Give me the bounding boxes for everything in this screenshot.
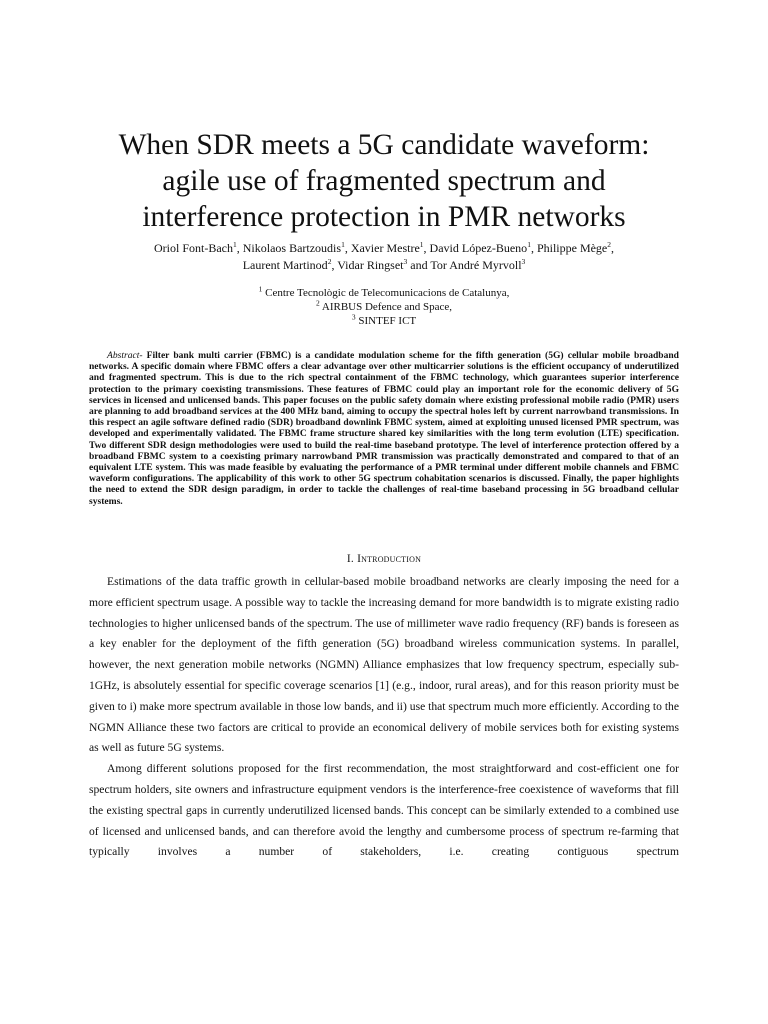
affiliation-text: AIRBUS Defence and Space, — [319, 301, 453, 313]
author-affiliation-mark: 1 — [527, 240, 531, 249]
author-separator: , — [611, 241, 615, 255]
abstract-label: Abstract- — [107, 350, 143, 361]
author-name: Vidar Ringset — [337, 258, 404, 272]
author-line — [60, 240, 708, 257]
affiliation — [60, 300, 708, 314]
author-separator: , — [530, 241, 537, 255]
author-name: David López-Bueno — [429, 241, 528, 255]
affiliation-number: 1 — [258, 284, 263, 294]
author-name: Laurent Martinod — [242, 258, 328, 272]
author-name: Philippe Mège — [536, 241, 608, 255]
section-number: I. — [346, 553, 354, 565]
affiliation-number: 3 — [351, 312, 356, 322]
author-name: Oriol Font-Bach — [153, 241, 233, 255]
section-heading — [89, 553, 679, 565]
affiliation-number: 2 — [315, 298, 320, 308]
affiliation — [60, 314, 708, 328]
author-separator: , — [236, 241, 243, 255]
body-paragraph: Among different solutions proposed for the first recommendation, the most straightforward and cost-efficient one for spectrum holders, site owners and infrastructure equipment vendors is the interference-free coexistence of waveforms that fill the existing spectral gaps in currently underutilized licensed bands. This concept can be similarly extended to a combined use of licensed and unlicensed bands, and can therefore avoid the lengthy and cumbersome process of spectrum re-farming that typically involves a number of stakeholders, i.e. creating contiguous spectrum — [89, 762, 679, 859]
author-affiliation-mark: 1 — [341, 240, 345, 249]
author-affiliation-mark: 2 — [607, 240, 612, 249]
author-affiliation-mark: 1 — [419, 240, 424, 249]
author-separator: , — [423, 241, 430, 255]
paper-title — [60, 127, 708, 235]
author-affiliation-mark: 2 — [327, 257, 332, 266]
author-affiliation-mark: 3 — [403, 257, 408, 266]
author-list — [60, 240, 708, 274]
author-affiliation-mark: 1 — [232, 240, 237, 249]
title-line: When SDR meets a 5G candidate waveform: — [118, 129, 650, 161]
affiliation-text: Centre Tecnològic de Telecomunicacions de Catalunya, — [262, 287, 510, 299]
body-text — [89, 572, 679, 863]
author-separator: , — [344, 241, 351, 255]
author-name: Xavier Mestre — [350, 241, 420, 255]
title-line: agile use of fragmented spectrum and — [162, 165, 606, 197]
abstract — [89, 350, 679, 507]
title-line: interference protection in PMR networks — [142, 201, 626, 233]
author-name: Nikolaos Bartzoudis — [242, 241, 342, 255]
affiliation-text: SINTEF ICT — [355, 315, 417, 327]
section-title: Introduction — [357, 553, 422, 565]
affiliation — [60, 286, 708, 300]
author-separator: , — [331, 258, 338, 272]
author-separator: and — [407, 258, 431, 272]
body-paragraph: Estimations of the data traffic growth in cellular-based mobile broadband networks are clearly imposing the need for a more efficient spectrum usage. A possible way to tackle the increasing demand for more bandwidth is to migrate existing radio technologies to higher unlicensed bands of the spectrum. The use of millimeter wave radio frequency (RF) bands is foreseen as a key enabler for the deployment of the fifth generation (5G) broadband wireless communication systems. In parallel, however, the next generation mobile networks (NGMN) Alliance emphasizes that low frequency spectrum, especially sub-1GHz, is absolutely essential for specific coverage scenarios [1] (e.g., indoor, rural areas), and for this reason priority must be given to i) make more spectrum available in those low bands, and ii) use that spectrum much more efficiently. According to the NGMN Alliance these two factors are critical to provide an economical delivery of mobile services both for existing systems as well as future 5G systems. — [89, 575, 679, 755]
author-line — [60, 257, 708, 274]
author-name: Tor André Myrvoll — [430, 258, 522, 272]
affiliation-list — [60, 286, 708, 328]
author-affiliation-mark: 3 — [521, 257, 526, 266]
abstract-text: Filter bank multi carrier (FBMC) is a candidate modulation scheme for the fifth generation (5G) cellular mobile broadband networks. A specific domain where FBMC offers a clear advantage over other multicarrier solutions is the efficient occupancy of underutilized and fragmented spectrum. This is due to the rich spectral containment of the FBMC technology, which guarantees superior interference protection to the primary coexisting transmissions. These features of FBMC could play an important role for the economic delivery of 5G services in licensed and unlicensed bands. This paper focuses on the public safety domain where existing professional mobile radio (PMR) users are planning to add broadband services at the 400 MHz band, aiming to occupy the spectral holes left by current narrowband transmissions. In this respect an agile software defined radio (SDR) broadband downlink FBMC system, aimed at exploiting unused licensed PMR spectrum, was developed and experimentally validated. The FBMC frame structure shared key similarities with the long term evolution (LTE) specification. Two different SDR design methodologies were used to build the real-time baseband prototype. The level of interference protection offered by a broadband FBMC system to a coexisting primary narrowband PMR transmission was practically demonstrated and compared to that of an equivalent LTE system. This was made feasible by evaluating the performance of a PMR terminal under different mobile channels and FBMC waveform configurations. The applicability of this work to other 5G spectrum cohabitation scenarios is discussed. Finally, the paper highlights the need to extend the SDR design paradigm, in order to tackle the challenges of real-time baseband processing in 5G broadband cellular systems. — [89, 350, 679, 507]
